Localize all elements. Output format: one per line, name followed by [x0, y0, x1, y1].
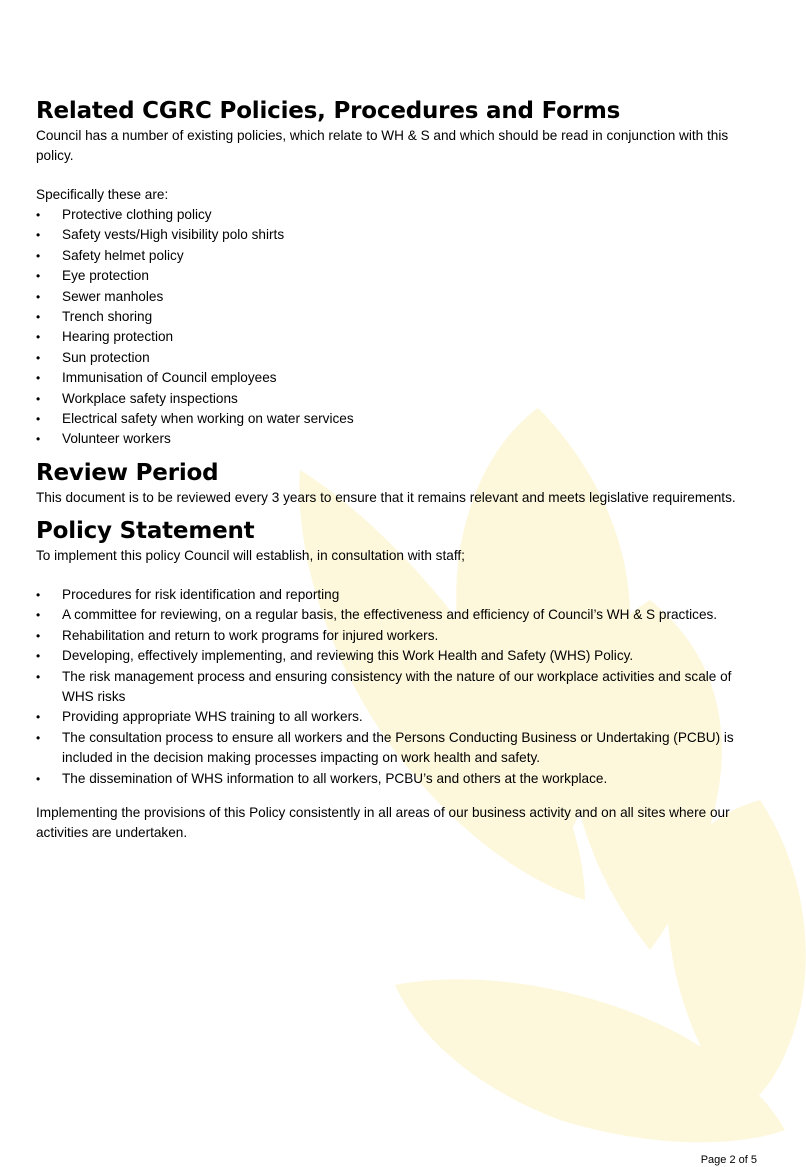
list-item-text: A committee for reviewing, on a regular basis, the effectiveness and efficiency of Council’s WH & S practices. — [62, 607, 718, 623]
list-item — [36, 225, 736, 245]
bullet-icon: • — [36, 269, 41, 284]
list-item-text: Procedures for risk identification and reporting — [62, 586, 340, 602]
related-policies-heading: Related CGRC Policies, Procedures and Forms — [36, 98, 621, 124]
list-item-text: The consultation process to ensure all workers and the Persons Conducting Business or Undertaking (PCBU) is included in the decision making processes impacting on work health and safety. — [62, 729, 734, 766]
bullet-icon: • — [36, 649, 41, 664]
list-item — [36, 728, 736, 769]
list-item — [36, 389, 736, 409]
list-item — [36, 205, 736, 225]
list-item-text: Workplace safety inspections — [62, 390, 238, 406]
list-item — [36, 429, 736, 449]
policy-statement-list — [36, 585, 736, 789]
bullet-icon: • — [36, 248, 41, 263]
list-item-text: Developing, effectively implementing, and reviewing this Work Health and Safety (WHS) Policy. — [62, 648, 634, 664]
bullet-icon: • — [36, 608, 41, 623]
list-item-text: Rehabilitation and return to work programs for injured workers. — [62, 627, 439, 643]
list-item — [36, 707, 736, 727]
list-item-text: Eye protection — [62, 268, 149, 284]
list-item — [36, 646, 736, 666]
related-policies-lead: Specifically these are: — [36, 187, 169, 202]
list-item — [36, 246, 736, 266]
bullet-icon: • — [36, 228, 41, 243]
bullet-icon: • — [36, 730, 41, 745]
list-item-text: Immunisation of Council employees — [62, 370, 277, 386]
related-policies-intro: Council has a number of existing policies, which relate to WH & S and which should be read in conjunction with this policy. — [36, 128, 729, 163]
list-item — [36, 409, 736, 429]
list-item-text: Safety helmet policy — [62, 247, 184, 263]
list-item-text: Hearing protection — [62, 329, 174, 345]
list-item-text: Safety vests/High visibility polo shirts — [62, 227, 285, 243]
list-item-text: The dissemination of WHS information to all workers, PCBU’s and others at the workplace. — [62, 770, 608, 786]
bullet-icon: • — [36, 289, 41, 304]
bullet-icon: • — [36, 330, 41, 345]
list-item — [36, 667, 736, 708]
list-item-text: Trench shoring — [62, 309, 153, 325]
list-item — [36, 348, 736, 368]
bullet-icon: • — [36, 628, 41, 643]
bullet-icon: • — [36, 710, 41, 725]
bullet-icon: • — [36, 587, 41, 602]
list-item — [36, 368, 736, 388]
list-item-text: Sewer manholes — [62, 288, 164, 304]
list-item — [36, 307, 736, 327]
related-policies-list — [36, 205, 736, 450]
list-item-text: Electrical safety when working on water services — [62, 411, 354, 427]
bullet-icon: • — [36, 391, 41, 406]
bullet-icon: • — [36, 432, 41, 447]
bullet-icon: • — [36, 371, 41, 386]
bullet-icon: • — [36, 350, 41, 365]
page-number: Page 2 of 5 — [700, 1154, 757, 1166]
policy-statement-intro: To implement this policy Council will establish, in consultation with staff; — [36, 547, 465, 563]
list-item — [36, 605, 736, 625]
bullet-icon: • — [36, 412, 41, 427]
document-body — [36, 96, 736, 843]
list-item-text: The risk management process and ensuring consistency with the nature of our workplace activities and scale of WHS risks — [62, 668, 732, 704]
review-period-heading: Review Period — [36, 459, 219, 486]
list-item-text: Providing appropriate WHS training to all workers. — [62, 709, 363, 725]
bullet-icon: • — [36, 669, 41, 684]
policy-statement-heading: Policy Statement — [36, 517, 255, 544]
list-item — [36, 626, 736, 646]
list-item — [36, 327, 736, 347]
bullet-icon: • — [36, 310, 41, 325]
list-item — [36, 266, 736, 286]
list-item-text: Protective clothing policy — [62, 207, 212, 222]
list-item-text: Volunteer workers — [62, 431, 171, 447]
bullet-icon: • — [36, 208, 41, 222]
review-period-body: This document is to be reviewed every 3 years to ensure that it remains relevant and meets legislative requirements. — [36, 489, 736, 505]
list-item-text: Sun protection — [62, 349, 150, 365]
list-item — [36, 287, 736, 307]
policy-statement-closing: Implementing the provisions of this Policy consistently in all areas of our business activity and on all sites where our activities are undertaken. — [36, 804, 730, 840]
list-item — [36, 585, 736, 605]
list-item — [36, 769, 736, 789]
bullet-icon: • — [36, 771, 41, 786]
